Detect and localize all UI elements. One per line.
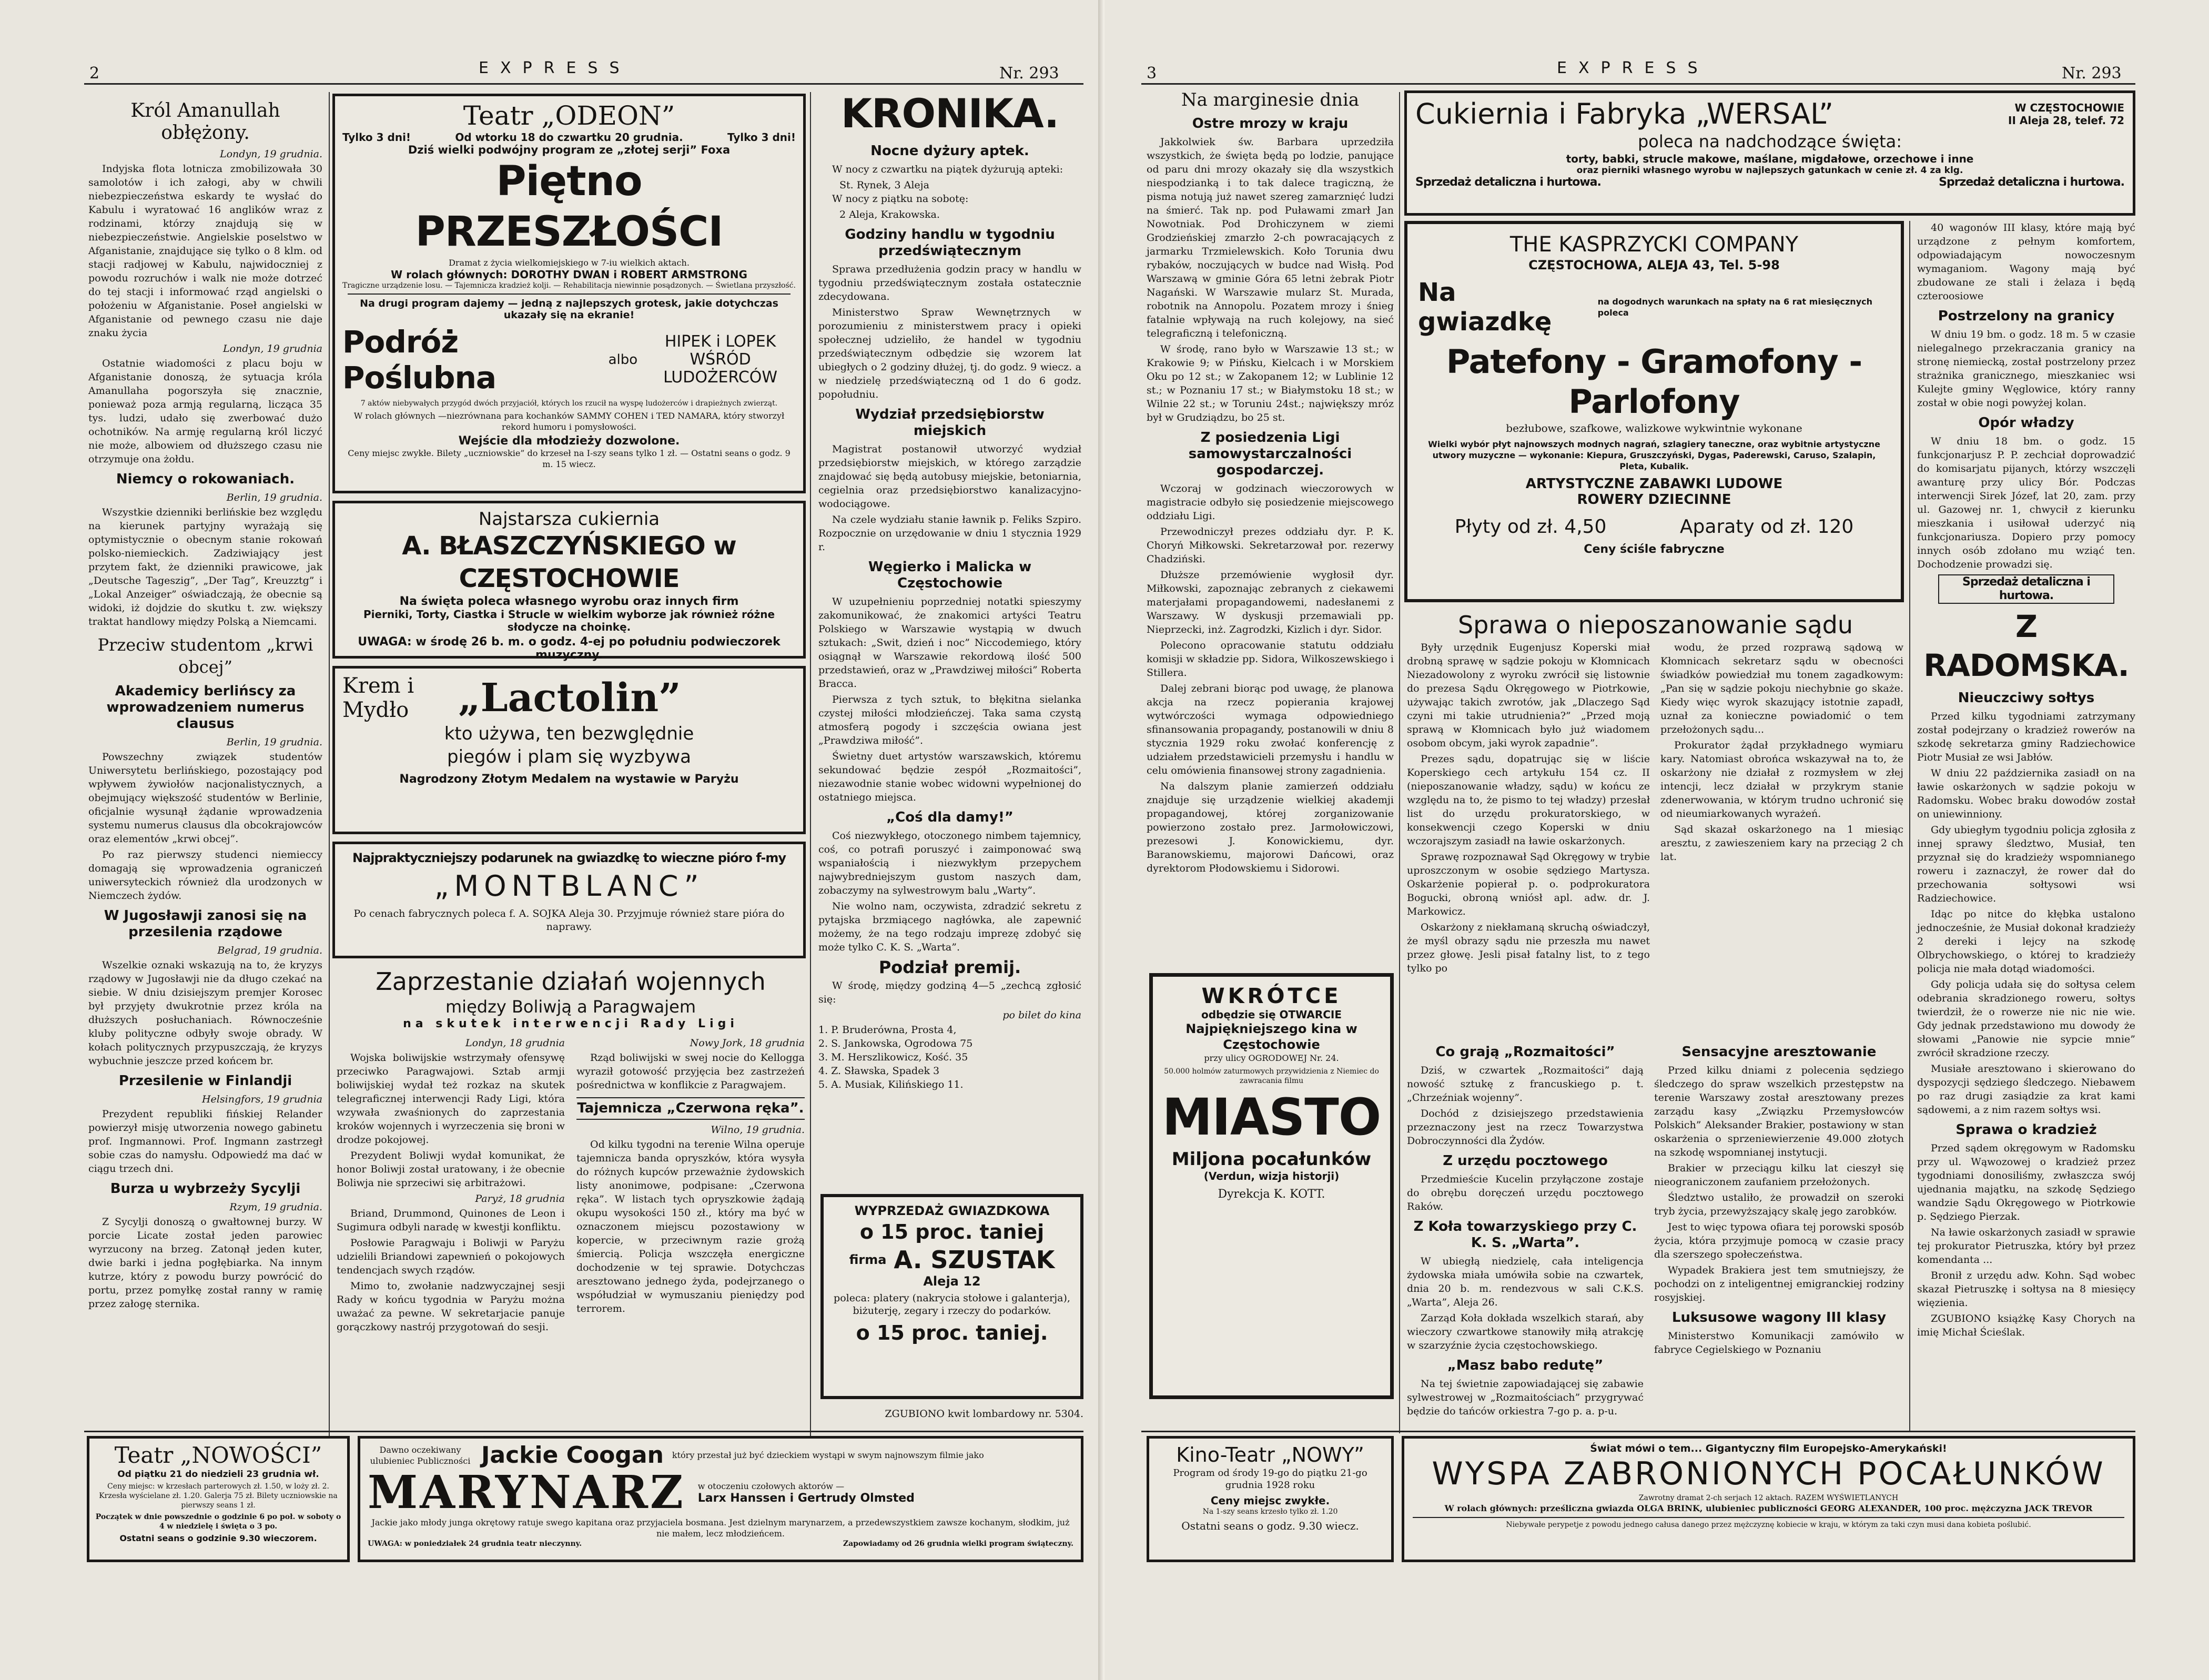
marynarz-title: MARYNARZ	[368, 1466, 685, 1519]
montblanc-line3: Po cenach fabrycznych poleca f. A. SOJKA Aleja 30. Przyjmuje również stare pióra do naprawy.	[353, 908, 785, 933]
kronika-column	[818, 89, 1081, 1189]
article-text: W nocy z czwartku na piątek dyżurują apteki:	[832, 164, 1063, 175]
article-text: Mimo to, zwołanie nadzwyczajnej sesji Rady w końcu tygodnia w Paryżu można uważać za pewne. W sekretarjacie panuje gorączkowy nastrój przygotowań do sesji.	[337, 1280, 565, 1333]
headline-cos-dla-damy: „Coś dla damy!”	[886, 809, 1014, 825]
nowy-last-seance: Ostatni seans o godz. 9.30 wiecz.	[1181, 1520, 1359, 1532]
article-text: Wczoraj w godzinach wieczorowych w magistracie odbyło się posiedzenie miejscowego oddziału Ligi.	[1147, 483, 1394, 522]
wersal-city: W CZĘSTOCHOWIE	[2014, 101, 2124, 114]
column-rule	[810, 92, 811, 1439]
article-text: Posłowie Paragwaju i Boliwji w Paryżu udzielili Briandowi zapewnień o pokojowych tendencjach swych rządów.	[337, 1237, 565, 1276]
masthead-rule	[1141, 83, 2135, 85]
odeon-film1-cast: W rolach głównych: DOROTHY DWAN i ROBERT ARMSTRONG	[391, 268, 747, 281]
nowosci-prices: Ceny miejsc: w krzesłach parterowych zł. 1.50, w loży zł. 2. Krzesła wyścielane zł. 1.20. Galerja 75 zł. Bilety uczniowskie na pierwszy seans 1 zł.	[99, 1482, 338, 1510]
szustak-address: Aleja 12	[923, 1274, 981, 1289]
marynarz-line5: w otoczeniu czołowych aktorów —	[697, 1481, 845, 1491]
blaszczynski-name: A. BŁASZCZYŃSKIEGO w CZĘSTOCHOWIE	[402, 531, 736, 593]
article-text: Śledztwo ustaliło, że prowadził on szeroki tryb życia, przewyższający skalę jego zarobków.	[1654, 1192, 1904, 1217]
aresztowanie-column	[1654, 1039, 1904, 1407]
article-text: Gdy policja udała się do sołtysa celem odebrania skradzionego roweru, sołtys twierdził, że o rowerze nie nic nie wie. Gdy jednak przedstawiono mu dowody że słowami „Panowie nie sypcie mnie” zwrócił skradzione rzeczy.	[1917, 979, 2135, 1059]
column-rule	[1399, 92, 1400, 1433]
article-text: Wypadek Brakiera jest tem smutniejszy, że pochodzi on z inteligentnej emigranckiej rodziny rosyjskiej.	[1654, 1264, 1904, 1303]
left-news-column	[88, 89, 322, 1431]
kasprzycki-factory-prices: Ceny ściśle fabryczne	[1584, 543, 1725, 556]
article-text: Pierwsza z tych sztuk, to błękitna sielanka czystej miłości młodzieńczej. Taka sama czystą atmosferą pogody i szczęścia owiana jest „Prawdziwa miłość”.	[818, 694, 1081, 746]
kasprzycki-devices-price: Aparaty od zł. 120	[1679, 516, 1854, 538]
headline-wegierko: Węgierko i Malicka w Częstochowie	[868, 559, 1032, 591]
court-article	[1407, 609, 1904, 1030]
miasto-subtitle: Miljona pocałunków	[1171, 1149, 1372, 1170]
war-column-right	[576, 1035, 805, 1336]
article-text: Ostatnie wiadomości z placu boju w Afganistanie donoszą, że sytuacja króla Amanullaha pogorszyła się znacznie, ponieważ poza armją regularną, licząca 35 tys. ludzi, udało się zwerbować dużo ochotników. Na armję regularną król liczyć nie może, albowiem od dłuższego czasu nie otrzymuje ona żołdu.	[88, 358, 322, 465]
right-page	[1104, 0, 2209, 1680]
article-text: Dalej zebrani biorąc pod uwagę, że planowa akcja na rzecz popierania krajowej wytwórczości wymaga odpowiedniego sfinansowania propagandy, postanowili w dniu 8 stycznia 1929 roku zwołać konferencję z udziałem przedstawicieli przemysłu i handlu w celu omówienia finansowej strony zagadnienia.	[1147, 683, 1394, 776]
marynarz-line3: który przestał już być dzieckiem wystąpi w swym najnowszym filmie jako	[672, 1450, 984, 1460]
nowosci-start: Początek w dnie powszednie o godzinie 6 po poł. w soboty o 4 w niedzielę i święta o 3 po.	[95, 1513, 341, 1531]
blaszczynski-line1: Najstarsza cukiernia	[478, 509, 660, 530]
odeon-film2-cast: W rolach głównych —niezrównana para kochanków SAMMY COHEN i TED NAMARA, który stworzył rekord humoru i pomysłowości.	[353, 411, 785, 432]
dateline: Paryż, 18 grudnia	[475, 1193, 565, 1205]
article-text: Jest to więc typowa ofiara tej porowski sposób życia, która przyjmuje pomocą w czasie pracy dla szerszego społeczeństwa.	[1654, 1221, 1904, 1260]
article-text: Idąc po nitce do kłębka ustalono jednocześnie, że Musiał dokonał kradzieży 2 dereki i lejcy na szkodę Olbrychowskiego, o której to kradzieży policja nie mała dotąd wiadomości.	[1917, 908, 2135, 975]
miasto-title: MIASTO	[1162, 1088, 1381, 1147]
wersal-ad	[1404, 90, 2135, 216]
odeon-film2-or: albo	[608, 352, 638, 368]
article-text: Przed sądem okręgowym w Radomsku przy ul. Wąwozowej o kradzież przez tygodniami donosiliśmy, zwłaszcza swój ujednania majątku, na szkodę Sędziego wandzie Sądu Okręgowego w Piotrkowie p. Sędziego Pierzak.	[1917, 1142, 2135, 1222]
winner-item: 2. S. Jankowska, Ogrodowa 75	[818, 1038, 973, 1049]
article-text: Prezydent Boliwji wydał komunikat, że honor Boliwji został uratowany, i że obecnie Boliwja nie sprzeciwi się arbitrażowi.	[337, 1150, 565, 1189]
war-headline: Zaprzestanie działań wojennych	[376, 967, 766, 996]
article-text: Briand, Drummond, Quinones de Leon i Sugimura odbyli naradę w kwestji konfliktu.	[337, 1208, 565, 1233]
radomsko-column	[1917, 221, 2135, 1425]
court-column-right	[1660, 641, 1903, 977]
kasprzycki-bikes: ROWERY DZIECINNE	[1577, 492, 1731, 508]
headline-dyzury: Nocne dyżury aptek.	[870, 143, 1029, 159]
rozmaitosci-column	[1407, 1039, 1644, 1417]
court-headline: Sprawa o nieposzanowanie sądu	[1457, 611, 1853, 639]
article-text: Od kilku tygodni na terenie Wilna operuje tajemnicza banda opryszków, która wysyła do różnych kupców przeważnie żydowskich listy anonimowe, podpisane: „Czerwona ręka”. W listach tych opryszkowie żądają okupu wysokości 150 zł., który ma być w oznaczonem miejscu pozostawiony w kopercie, w przeciwnym razie grożą śmiercią. Policja wszczęła energiczne dochodzenie w tej sprawie. Dotychczas aresztowano jednego żyda, podejrzanego o współudział w wymuszaniu pieniędzy pod terrorem.	[576, 1139, 805, 1314]
blaszczynski-line5: UWAGA: w środę 26 b. m. o godz. 4-ej po południu podwieczorek muzyczny.	[358, 635, 781, 662]
kronika-title: KRONIKA.	[841, 90, 1059, 137]
article-text: Wszystkie dzienniki berlińskie bez względu na kierunek partyjny wyrażają się optymistycznie o obecnym stanie rokowań polsko-niemieckich. Zadziwiający jest przytem fakt, że dzienniki prawicowe, jak „Deutsche Tageszig”, „Der Tag”, Kreuzztg” i „Lokal Anzeiger” oświadczają, że obecnie są widoki, iż dojdzie do skutku t. zw. większy traktat handlowy między Polską a Niemcami.	[88, 507, 322, 628]
nowy-cinema-ad	[1147, 1436, 1394, 1562]
wyspa-cinema-ad	[1402, 1436, 2135, 1562]
headline-jugoslawja: W Jugosławji zanosi się na przesilenia rządowe	[104, 908, 307, 940]
wersal-header	[1415, 97, 2124, 130]
szustak-firm	[830, 1246, 1074, 1274]
pharmacy-list: St. Rynek, 3 Aleja	[839, 179, 929, 191]
wersal-address	[2008, 102, 2124, 127]
wyspa-line3: Zawrotny dramat 2-ch serjach 12 aktach. RAZEM WYŚWIETLANYCH	[1638, 1494, 1899, 1502]
sale-note: Sprzedaż detaliczna i hurtowa.	[1938, 574, 2114, 604]
szustak-line2: o 15 proc. taniej	[859, 1220, 1045, 1243]
nowy-first-seance: Na 1-szy seans krzesło tylko zł. 1.20	[1202, 1507, 1338, 1516]
article-text: Ministerstwo Komunikacji zamówiło w fabryce Cegielskiego w Poznaniu	[1654, 1330, 1904, 1355]
odeon-title: Teatr „ODEON”	[463, 100, 675, 131]
left-masthead-title: EXPRESS	[479, 59, 631, 77]
article-text: Przed kilku tygodniami zatrzymany został podejrzany o kradzież rowerów na szkodę sekretarza gminy Radziechowice Piotr Musiał ze wsi Jabłów.	[1917, 711, 2135, 763]
pharmacy-list: 2 Aleja, Krakowska.	[839, 209, 940, 220]
szustak-line6: poleca: platery (nakrycia stołowe i galanterja), biżuterję, zegary i rzeczy do podarków.	[834, 1292, 1070, 1317]
odeon-dates	[342, 131, 796, 144]
article-text: W środę, rano było w Warszawie 13 st.; w Krakowie 9; w Pińsku, Kielcach i w Morskiem Oku po 12 st.; w Zakopanem 12; w Lublinie 12 st.; w Poznaniu 17 st.; w Białymstoku 18 st.; w Wilnie 22 st.; w Toruniu 24st.; największy mróz był w Grudziądzu, bo 25 st.	[1147, 343, 1394, 423]
article-text: 40 wagonów III klasy, które mają być urządzone z pełnym komfortem, odpowiadającym nowoczesnym wymaganiom. Wagony mają być zbudowane ze stali i żelaza i będą czteroosiowe	[1917, 222, 2135, 302]
lost-notice: ZGUBIONO kwit lombardowy nr. 5304.	[885, 1408, 1083, 1420]
marynarz-actors: Larx Hanssen i Gertrudy Olmsted	[697, 1492, 915, 1505]
nowosci-cinema-ad	[87, 1436, 350, 1562]
odeon-film1-note: Tragiczne urządzenie losu. — Tajemnicza kradzież kolji. — Rehabilitacja niewinnie posądzonych. — Świetlana przyszłość.	[342, 281, 796, 290]
kasprzycki-records-price: Płyty od zł. 4,50	[1454, 516, 1607, 538]
headline-radomsko: Z RADOMSKA.	[1923, 609, 2129, 683]
headline-studenci: Przeciw studentom „krwi obcej”	[97, 635, 313, 677]
headline-wagony: Luksusowe wagony III klasy	[1671, 1310, 1887, 1325]
headline-reduta: „Masz babo redutę”	[1447, 1358, 1604, 1373]
odeon-film2-alt: HIPEK i LOPEK WŚRÓD LUDOŻERCÓW	[663, 332, 778, 387]
marynarz-header	[368, 1442, 1073, 1469]
kasprzycki-gwiazdka: Na gwiazdkę	[1418, 278, 1552, 337]
odeon-dates-left: Tylko 3 dni!	[342, 131, 411, 144]
wersal-line5: torty, babki, strucle makowe, maślane, migdałowe, orzechowe i inne	[1566, 153, 1974, 165]
headline-finlandja: Przesilenie w Finlandji	[118, 1073, 292, 1089]
nowosci-title: Teatr „NOWOŚCI”	[114, 1442, 322, 1468]
odeon-cinema-ad	[332, 94, 806, 493]
article-text: Sprawa przedłużenia godzin pracy w handlu w tygodniu przedświątecznym została ostatecznie zdecydowana.	[818, 264, 1081, 302]
wersal-sale-left: Sprzedaż detaliczna i hurtowa.	[1415, 176, 1601, 189]
column-rule	[329, 92, 330, 1439]
right-page-number: 3	[1147, 64, 1157, 83]
article-text: Były urzędnik Eugenjusz Koperski miał drobną sprawę w sądzie pokoju w Kłomnicach Niezadowolony z wyroku zwrócił się listownie do prezesa Sądu Okręgowego w Piotrkowie, używając takich zwrotów, jak „Dlaczego Sąd czyni mi takie utrudnienia?” „Przed moją sprawą w Kłomnicach było już wiadomem osobom obcym, jaki wyrok zapadnie”.	[1407, 642, 1650, 749]
article-text: Ministerstwo Spraw Wewnętrznych w porozumieniu z ministerstwem pracy i opieki społecznej udzieliło, że handel w tygodniu przedświątecznym odbędzie się wzorem lat ubiegłych o 2 godziny dłużej, tj. do godz. 9 wiecz. a w niedzielę przedświąteczną od 1 do 6 godz. popołudniu.	[818, 307, 1081, 400]
margines-column	[1147, 89, 1394, 968]
article-text: Zarząd Koła dokłada wszelkich starań, aby wieczory czwartkowe stanowiły miłą atrakcję w szarzyźnie życia częstochowskiego.	[1407, 1312, 1644, 1351]
lactolin-line4: piegów i plam się wyzbywa	[447, 746, 691, 767]
kasprzycki-company: THE KASPRZYCKI COMPANY	[1509, 232, 1799, 257]
wyspa-cast: W rolach głównych: prześliczna gwiazda OLGA BRINK, ulubieniec publiczności GEORG ALEXANDER, 100 proc. mężczyzna JACK TREVOR	[1444, 1503, 2093, 1513]
lactolin-brand: „Lactolin”	[458, 675, 681, 721]
article-text: Dochód z dzisiejszego przedstawienia przeznaczony jest na rzecz Towarzystwa Dobroczynności dla Żydów.	[1407, 1108, 1644, 1147]
blaszczynski-line3: Na święta poleca własnego wyrobu oraz innych firm	[399, 595, 739, 608]
blaszczynski-ad	[332, 501, 806, 662]
nowy-prices: Ceny miejsc zwykłe.	[1210, 1494, 1330, 1507]
article-text: Sprawę rozpoznawał Sąd Okręgowy w trybie uproszczonym w osobie sędziego Martysza. Oskarżenie popierał p. o. podprokuratora Bogucki, obroną wniósł apl. adw. dr. J. Markowicz.	[1407, 851, 1650, 917]
lactolin-line3: kto używa, ten bezwględnie	[444, 723, 694, 744]
right-issue-number: Nr. 293	[2062, 64, 2122, 83]
odeon-prices: Ceny miejsc zwykłe. Bilety „uczniowskie” do krzeseł na I-szy seans tylko 1 zł. — Ostatni seans o godz. 9 m. 15 wiecz.	[348, 448, 791, 469]
odeon-film1-title: Piętno PRZESZŁOŚCI	[415, 158, 723, 256]
miasto-note: (Verdun, wizja historji)	[1203, 1170, 1340, 1182]
marynarz-line1: Dawno oczekiwany ulubieniec Publiczności	[370, 1444, 471, 1466]
headline-wydzial: Wydział przedsiębiorstw miejskich	[855, 407, 1045, 439]
headline-aresztowanie: Sensacyjne aresztowanie	[1681, 1044, 1877, 1060]
dateline: Belgrad, 19 grudnia.	[217, 945, 322, 956]
dateline: Berlin, 19 grudnia.	[226, 492, 322, 503]
miasto-address: przy ulicy OGRODOWEJ Nr. 24.	[1204, 1053, 1339, 1063]
war-column-left	[337, 1035, 565, 1336]
subheadline-studenci: Akademicy berlińscy za wprowadzeniem numerus clausus	[106, 683, 305, 732]
headline-mrozy: Ostre mrozy w kraju	[1192, 116, 1349, 131]
masthead-rule	[84, 83, 1083, 85]
dateline: Londyn, 18 grudnia	[465, 1037, 565, 1049]
marynarz-cast	[698, 1481, 1073, 1505]
odeon-film2-subtitle: 7 aktów niebywałych przygód dwóch przyjaciół, których los rzucił na wyspę ludożerców i drapieżnych zwierząt.	[360, 399, 778, 408]
odeon-youth: Wejście dla młodzieży dozwolone.	[458, 434, 680, 448]
winner-item: 4. Z. Sławska, Spadek 3	[818, 1065, 940, 1077]
headline-granica: Postrzelony na granicy	[1938, 308, 2115, 324]
kasprzycki-prices	[1418, 516, 1890, 538]
szustak-ad	[820, 1194, 1083, 1399]
article-text: W środę, między godziną 4—5 „zechcą zgłosić się:	[818, 980, 1081, 1005]
article-text: Wojska boliwijskie wstrzymały ofensywę przeciwko Paragwajowi. Sztab armji boliwijskiej wydał też rozkaz na skutek telegraficznej interwencji Rady Ligi, która wzywała zwaśnionych do zaprzestania kroków wojennych i wyrzeczenia się broni w drodze pokojowej.	[337, 1052, 565, 1146]
marynarz-description: Jackie jako młody junga okrętowy ratuje swego kapitana oraz przyjaciela bosmana. Jest dzielnym marynarzem, a przedewszystkiem zawsze kochanym, słodkim, już nie małem, lecz młodzieńcem.	[371, 1517, 1070, 1539]
article-text: Indyjska flota lotnicza zmobilizowała 30 samolotów i ich załogi, aby w chwili niebezpieczeństwa eskardy te wysłać do Kabulu i wyratować 16 anglików wraz z rodzinami, którzy znajdują się w niebezpieczeństwie. Angielskie poselstwo w Afganistanie, znajdujące się tylko o 8 klm. od stacji radjowej w Kabulu, najwidoczniej z powodu rozruchów i walk nie może dotrzeć do tej stacji i informować rząd angielski o położeniu w Afganistanie. Poseł angielski w Afganistanie od pewnego czasu nie daje znaku życia	[88, 163, 322, 339]
miasto-opening: odbędzie się OTWARCIE	[1201, 1008, 1342, 1021]
headline-soltys: Nieuczciwy sołtys	[1958, 690, 2095, 706]
odeon-film2	[342, 324, 796, 396]
court-column-left	[1407, 641, 1650, 977]
marynarz-line8: UWAGA: w poniedziałek 24 grudnia teatr nieczynny.	[368, 1540, 582, 1548]
miasto-line5: 50.000 holmów zaturmowych przywidzienia z Niemiec do zawracania filmu	[1164, 1067, 1379, 1085]
headline-niemcy: Niemcy o rokowaniach.	[116, 471, 295, 487]
dateline: Nowy Jork, 18 grudnia	[690, 1037, 805, 1049]
article-text: Z Sycylji donoszą o gwałtownej burzy. W porcie Licate został jeden parowiec wyrzucony na brzeg. Zatonął jeden kuter, dwie barki i jedna pogłębiarka. Na innym kutrze, który z powodu burzy powrócić do portu, przez pomyłkę został ranny w ramię przez załogę sternika.	[88, 1216, 322, 1310]
article-text: Magistrat postanowił utworzyć wydział przedsiębiorstw miejskich, w którego zarządzie znajdować się będą autobusy miejskie, betoniarnia, cegielnia oraz przedsiębiorstwo kanalizacyjno-wodociągowe.	[818, 443, 1081, 510]
lactolin-ad	[332, 666, 806, 834]
marynarz-line9: Zapowiadamy od 26 grudnia wielki program świąteczny.	[843, 1540, 1073, 1548]
kasprzycki-terms: na dogodnych warunkach na spłaty na 6 rat miesięcznych poleca	[1597, 297, 1872, 318]
marynarz-cinema-ad	[358, 1436, 1083, 1562]
left-page	[0, 0, 1104, 1680]
article-text: Brakier w przeciągu kilku lat cieszył się nieograniczonem zaufaniem przełożonych.	[1654, 1162, 1904, 1188]
article-text: Rząd boliwijski w swej nocie do Kellogga wyraził gotowość przyjęcia bez zastrzeżeń pośrednictwa w konflikcie z Paragwajem.	[576, 1052, 805, 1091]
dateline: Londyn, 19 grudnia.	[219, 148, 322, 160]
headline-margines: Na marginesie dnia	[1181, 89, 1360, 110]
article-text: Oskarżony z niekłamaną skruchą oświadczył, że myśl obrazy sądu nie przeszła mu nawet przez głowę. Jesli pisał fatalny list, to z tego tylko po	[1407, 922, 1650, 974]
article-text: Nie wolno nam, oczywista, zdradzić sekretu z pytajska brzmiącego nagłówka, ale zapewnić możemy, że na tego rodzaju imprezę zdobyć się może tylko C. K. S. „Warta”.	[818, 900, 1081, 953]
article-text: wodu, że przed rozprawą sądową w Kłomnicach sekretarz sądu w obecności świadków powiedział mu tonem zagadkowym: „Pan się w sądzie pokoju niechybnie go skaże. Kiedy więc wyrok skazujący istotnie zapadł, uznał za konieczne powiadomić o tem przełożonych sądu...	[1660, 642, 1903, 735]
bottom-rule	[84, 1431, 1083, 1432]
article-text: W ubiegłą niedzielę, cała inteligencja żydowska miała umówiła sobie na czwartek, dnia 20 b. m. rendezvous w sali C.K.S. „Warta”, Aleja 26.	[1407, 1256, 1644, 1308]
article-text: Dłuższe przemówienie wygłosił dyr. Miłkowski, zapoznając zebranych z ciekawemi materjałami propagandowemi, nadesłanemi z Warszawy. W dyskusji przemawiali pp. Nieprzecki, inż. Zagrodzki, Kizlich i dyr. Sidor.	[1147, 569, 1394, 635]
dateline: Helsingfors, 19 grudnia	[201, 1094, 322, 1105]
szustak-line3: firma	[849, 1252, 887, 1267]
headline-kolo: Z Koła towarzyskiego przy C. K. S. „Warta”.	[1413, 1219, 1637, 1251]
nowy-program: Program od środy 19-go do piątku 21-go grudnia 1928 roku	[1173, 1468, 1367, 1491]
dateline: Londyn, 19 grudnia	[222, 343, 322, 355]
article-text: Polecono opracowanie statutu oddziału komisji w składzie pp. Sidora, Wilkoszewskiego i Stillera.	[1147, 640, 1394, 679]
wyspa-title: WYSPA ZABRONIONYCH POCAŁUNKÓW	[1432, 1455, 2105, 1492]
wersal-street: II Aleja 28, telef. 72	[2008, 114, 2124, 127]
marynarz-footer	[368, 1539, 1073, 1549]
odeon-dates-mid: Od wtorku 18 do czwartku 20 grudnia.	[455, 131, 683, 144]
wersal-title: Cukiernia i Fabryka „WERSAL”	[1415, 97, 1833, 130]
marynarz-title-row	[368, 1466, 1073, 1519]
kasprzycki-address: CZĘSTOCHOWA, ALEJA 43, Tel. 5-98	[1528, 258, 1780, 272]
winner-item: 1. P. Bruderówna, Prosta 4,	[818, 1024, 957, 1036]
marynarz-star: Jackie Coogan	[481, 1442, 664, 1469]
kasprzycki-toys: ARTYSTYCZNE ZABAWKI LUDOWE	[1525, 476, 1783, 492]
headline-sycylja: Burza u wybrzeży Sycylji	[110, 1181, 301, 1197]
lost-notice: ZGUBIONO książkę Kasy Chorych na imię Michał Ścieślak.	[1917, 1313, 2135, 1338]
article-text: W dniu 22 października zasiadł on na ławie oskarżonych w sądzie pokoju w Radomsku. Wobec braku dowodów został on uniewinniony.	[1917, 767, 2135, 820]
montblanc-brand: „MONTBLANC”	[434, 869, 704, 903]
left-page-number: 2	[89, 64, 100, 83]
montblanc-line1: Najpraktyczniejszy podarunek na gwiazdkę to wieczne pióro f-my	[352, 851, 786, 865]
article-text: Prezes sądu, dopatrując się w liście Koperskiego cech artykułu 154 cz. II (nieposzanowanie władzy, sądu) w końcu ze względu na to, że pismo to tej władzy) przesłał list do urzędu prokuratorskiego, w konsekwencji czego Koperski w dniu wczorajszym zasiadł na ławie oskarżonych.	[1407, 753, 1650, 847]
miasto-soon: WKRÓTCE	[1201, 984, 1342, 1008]
article-text: Powszechny związek studentów Uniwersytetu berlińskiego, pozostający pod wpływem żywiołów nacjonalistycznych, a obejmujący większość studentów w Berlinie, oficjalnie wysunął żądanie wprowadzenia systemu numerus clausus dla obcokrajowców oraz elementów „krwi obcej”.	[88, 751, 322, 845]
headline-opor: Opór władzy	[1978, 415, 2074, 431]
headline-czerwona-reka: Tajemnicza „Czerwona ręka”.	[576, 1097, 805, 1120]
wersal-sale-right: Sprzedaż detaliczna i hurtowa.	[1939, 176, 2124, 189]
winner-item: 5. A. Musiak, Kilińskiego 11.	[818, 1079, 964, 1090]
nowosci-last: Ostatni seans o godzinie 9.30 wieczorem.	[119, 1533, 317, 1543]
article-text: Wszelkie oznaki wskazują na to, że kryzys rządowy w Jugosławji nie da długo czekać na siebie. W dniu dzisiejszym premjer Korosec był przyjęty dwukrotnie przez króla na dłuższych posłuchaniach. Równocześnie kluby polityczne odbyły swoje obrady. W kołach politycznych przypuszczają, że kryzys wybuchnie jeszcze przed końcem br.	[88, 959, 322, 1067]
article-text: Świetny duet artystów warszawskich, któremu sekundować będzie zespół „Rozmaitości”, niezawodnie stanie wobec widowni wypełnionej do ostatniego miejsca.	[818, 751, 1081, 803]
right-masthead-title: EXPRESS	[1557, 59, 1709, 77]
war-subheadline: między Boliwją a Paragwajem	[445, 997, 696, 1017]
blaszczynski-line4: Pierniki, Torty, Ciastka i Strucle w wielkim wyborze jak również różne słodycze na choinkę.	[363, 608, 775, 633]
kasprzycki-records: Wielki wybór płyt najnowszych modnych nagrań, szlagiery taneczne, oraz wybitnie artystyczne utwory muzyczne — wykonanie: Kiepura, Gruszczyński, Dygas, Paderewski, Caruso, Szalapin, Pleta, Kubalik.	[1428, 439, 1880, 471]
article-text: Na dalszym planie zamierzeń oddziału znajduje się urządzenie wielkiej akademji propagandowej, której zorganizowanie powierzono zostało prez. Jarmołowiczowi, prezesowi J. Konowickiemu, dyr. Baranowskiemu, majorowi Dańcowi, oraz dyrektorom Płodowskiemu i Sidorowi.	[1147, 781, 1394, 874]
article-text: W dniu 18 bm. o godz. 15 funkcjonarjusz P. P. zechciał doprowadzić do komisarjatu pijanych, którzy wszczęli awanturę przy ulicy Bór. Podczas interwencji Sirek Józef, lat 20, zam. przy ul. Gazowej nr. 1, chwycił z kierunku mieszkania i usiłował uderzyć nią funkcjonariusza. Dopiero przy pomocy innych osób zdołano mu wziąć ten. Dochodzenie prowadzi się.	[1917, 436, 2135, 570]
prize-note: po bilet do kina	[1002, 1009, 1081, 1021]
kasprzycki-line6: bezłubowe, szafkowe, walizkowe wykwintnie wykonane	[1506, 422, 1802, 434]
kasprzycki-ad	[1404, 221, 1904, 602]
headline-premie: Podział premij.	[878, 957, 1021, 977]
article-text: Prokurator żądał przykładnego wymiaru kary. Natomiast obrońca wskazywał na to, że oskarżony nie działał z rozmysłem w złej intencji, lecz działał w przykrym stanie zdenerwowania, w którym trudno uchronić się od nieumiarkowanych wyrażeń.	[1660, 740, 1903, 819]
miasto-best-cinema: Najpiękniejszego kina w Częstochowie	[1185, 1021, 1357, 1052]
article-text: W nocy z piątku na sobotę:	[832, 193, 969, 205]
headline-liga: Z posiedzenia Ligi samowystarczalności gospodarczej.	[1188, 430, 1352, 478]
war-columns	[337, 1035, 805, 1336]
article-text: W dniu 19 bm. o godz. 18 m. 5 w czasie nielegalnego przekraczania granicy na stronę niemiecką, został postrzelony przez strażnika granicznego, mieszkaniec wsi Kulejte gminy Węglowice, który ranny został w obie nogi powyżej kolan.	[1917, 329, 2135, 409]
montblanc-ad	[332, 842, 806, 958]
wersal-footer	[1415, 176, 2124, 189]
wersal-line6: oraz pierniki własnego wyrobu w najlepszych gatunkach w cenie zł. 4 za klg.	[1576, 165, 1963, 176]
article-text: Przed kilku dniami z polecenia sędziego śledczego do spraw wszelkich przestępstw na terenie Warszawy został aresztowany prezes zarządu kasy „Związku Przemysłowców Polskich” Aleksander Brakier, postawiony w stan oskarżenia o sprzeniewierzenie 49.000 złotych na szkodę wspomnianej instytucji.	[1654, 1065, 1904, 1158]
article-text: Dziś, w czwartek „Rozmaitości” dają nowość sztukę z francuskiego p. t. „Chrzeźniak wojenny”.	[1407, 1065, 1644, 1104]
odeon-second-program: Na drugi program dajemy — jedną z najlepszych grotesk, jakie dotychczas ukazały się na ekranie!	[360, 298, 778, 321]
article-text: Bronił z urzędu adw. Kohn. Sąd wobec skazał Pietruszkę i sołtysa na 8 miesięcy więzienia.	[1917, 1270, 2135, 1309]
article-text: Na ławie oskarżonych zasiadł w sprawie tej prokurator Pietruszka, który był przez komendanta ...	[1917, 1227, 2135, 1266]
odeon-program: Dziś wielki podwójny program ze „złotej serji” Foxa	[408, 144, 731, 156]
nowy-title: Kino-Teatr „NOWY”	[1176, 1443, 1364, 1466]
szustak-name: A. SZUSTAK	[894, 1246, 1055, 1274]
headline-handel: Godziny handlu w tygodniu przedświątecznym	[845, 227, 1055, 259]
winner-item: 3. M. Herszlikowicz, Kość. 35	[818, 1051, 968, 1063]
court-columns	[1407, 641, 1904, 977]
bottom-rule	[1141, 1431, 2135, 1432]
article-text: Na tej świetnie zapowiadającej się zabawie sylwestrowej w „Rozmaitościach” przygrywać będzie do tańców orkiestra 7-go p. a. p-u.	[1407, 1378, 1644, 1417]
article-text: Prezydent republiki fińskiej Relander powierzył misję utworzenia nowego gabinetu prof. Ingmannowi. Prof. Ingmann zastrzegł sobie czas do namysłu. Odpowiedź ma dać w ciągu trzech dni.	[88, 1108, 322, 1175]
szustak-line1: WYPRZEDAŻ GWIAZDKOWA	[854, 1203, 1050, 1218]
lactolin-header	[342, 674, 796, 722]
article-text: Przedmieście Kucelin przyłączone zostaje do obrębu doręczeń urzędu pocztowego Raków.	[1407, 1173, 1644, 1212]
column-rule	[1909, 221, 1910, 1431]
kasprzycki-products: Patefony - Gramofony - Parlofony	[1446, 342, 1862, 421]
szustak-line7: o 15 proc. taniej.	[856, 1321, 1048, 1344]
kasprzycki-offer	[1418, 278, 1890, 337]
article-text: Gdy ubiegłym tygodniu policja zgłosiła z innej sprawy śledztwo, Musiał, ten przyznał się do kradzieży wspomnianego roweru i zaznaczył, że rower dał do przechowania sołtysowi wsi Radziechowice.	[1917, 824, 2135, 904]
odeon-film1-subtitle: Dramat z życia wielkomiejskiego w 7-iu wielkich aktach.	[449, 258, 690, 268]
divider	[348, 294, 791, 295]
wersal-line4: poleca na nadchodzące święta:	[1637, 131, 1902, 151]
headline-amanullah: Król Amanullah obłężony.	[130, 100, 280, 144]
wyspa-line5: Niebywałe perypetje z powodu jednego całusa danego przez mężczyznę kobiecie w kraju, w którym za taki czyn musi dana kobieta poślubić.	[1413, 1517, 2124, 1530]
dateline: Wilno, 19 grudnia.	[711, 1124, 805, 1136]
article-text: Coś niezwykłego, otoczonego nimbem tajemnicy, coś, co potrafi poruszyć i zaimponować swą wspaniałością i niezwykłym przepychem najwybredniejszym gustom naszych dam, zobaczymy na sylwestrowym balu „Warty”.	[818, 830, 1081, 896]
miasto-cinema-ad	[1149, 973, 1394, 1399]
article-text: Sąd skazał oskarżonego na 1 miesiąc aresztu, z zawieszeniem kary na przeciąg 2 ch lat.	[1660, 824, 1903, 863]
wyspa-line1: Świat mówi o tem... Gigantyczny film Europejsko-Amerykański!	[1590, 1443, 1947, 1454]
dateline: Rzym, 19 grudnia.	[229, 1201, 322, 1213]
article-text: Po raz pierwszy studenci niemieccy domagają się wprowadzenia ograniczeń uniwersyteckich również dla urodzonych w Niemczech żydów.	[88, 849, 322, 902]
article-text: Jakkolwiek św. Barbara uprzedziła wszystkich, że święta będą po lodzie, panujące od paru dni mrozy okazały się dla wszystkich niespodzianką i to tak dalece tragiczną, że pisma notują już nawet szereg zamarznięć ludzi na śmierć. Tak np. pod Puławami zmarł Jan Nowotniak. Pod Drohiczynem w ziemi Grodzieńskiej zmarzło 2-ch powracających z jarmarku Trzmielewskich. Koło Torunia dwu rybaków, noczujących w budce nad Wisłą. Pod Warszawą w gminie Góra 65 letni żebrak Piotr Nagański. W Warszawie mularz St. Murada, robotnik na Annopolu. Pozatem mrozy i śnieg fatalnie wpływają na ruch kolejowy, na sieć telegraficzną i telefoniczną.	[1147, 136, 1394, 339]
lactolin-product: Krem i Mydło	[342, 674, 414, 722]
nowosci-dates: Od piątku 21 do niedzieli 23 grudnia wł.	[117, 1469, 319, 1480]
left-issue-number: Nr. 293	[999, 64, 1059, 83]
odeon-film2-title: Podróż Poślubna	[342, 324, 496, 396]
article-text: W uzupełnieniu poprzedniej notatki spieszymy zakomunikować, że znakomici artyści Teatru Polskiego w Warszawie wystąpią w dwuch sztukach: „Swit, dzień i noc” Niccodemiego, który osiągnął w Warszawie rekordową ilość 500 przedstawień, oraz w „Prawdziwej miłości” Roberta Bracca.	[818, 596, 1081, 690]
dateline: Berlin, 19 grudnia.	[226, 736, 322, 748]
headline-rozmaitosci: Co grają „Rozmaitości”	[1435, 1044, 1615, 1060]
boliwja-article	[337, 967, 805, 1430]
lactolin-award: Nagrodzony Złotym Medalem na wystawie w Paryżu	[399, 773, 739, 786]
article-text: Na czele wydziału stanie ławnik p. Feliks Szpiro. Rozpocznie on urzędowanie w dniu 1 stycznia 1929 r.	[818, 514, 1081, 553]
headline-urzad-pocztowy: Z urzędu pocztowego	[1443, 1153, 1608, 1169]
headline-kradziez: Sprawa o kradzież	[1955, 1122, 2097, 1138]
article-text: Musiałe aresztowano i skierowano do dyspozycji sędziego śledczego. Niebawem po raz drugi zasiądzie za krat kami sądowemi, a z nim razem sołtys wsi.	[1917, 1063, 2135, 1116]
war-kicker: na skutek interwencji Rady Ligi	[403, 1017, 738, 1030]
miasto-direction: Dyrekcja K. KOTT.	[1218, 1188, 1325, 1201]
article-text: Przewodniczył prezes oddziału dyr. P. K. Choryń Miłkowski. Sekretarzował por. rezerwy Chadziński.	[1147, 526, 1394, 565]
odeon-dates-right: Tylko 3 dni!	[727, 131, 796, 144]
